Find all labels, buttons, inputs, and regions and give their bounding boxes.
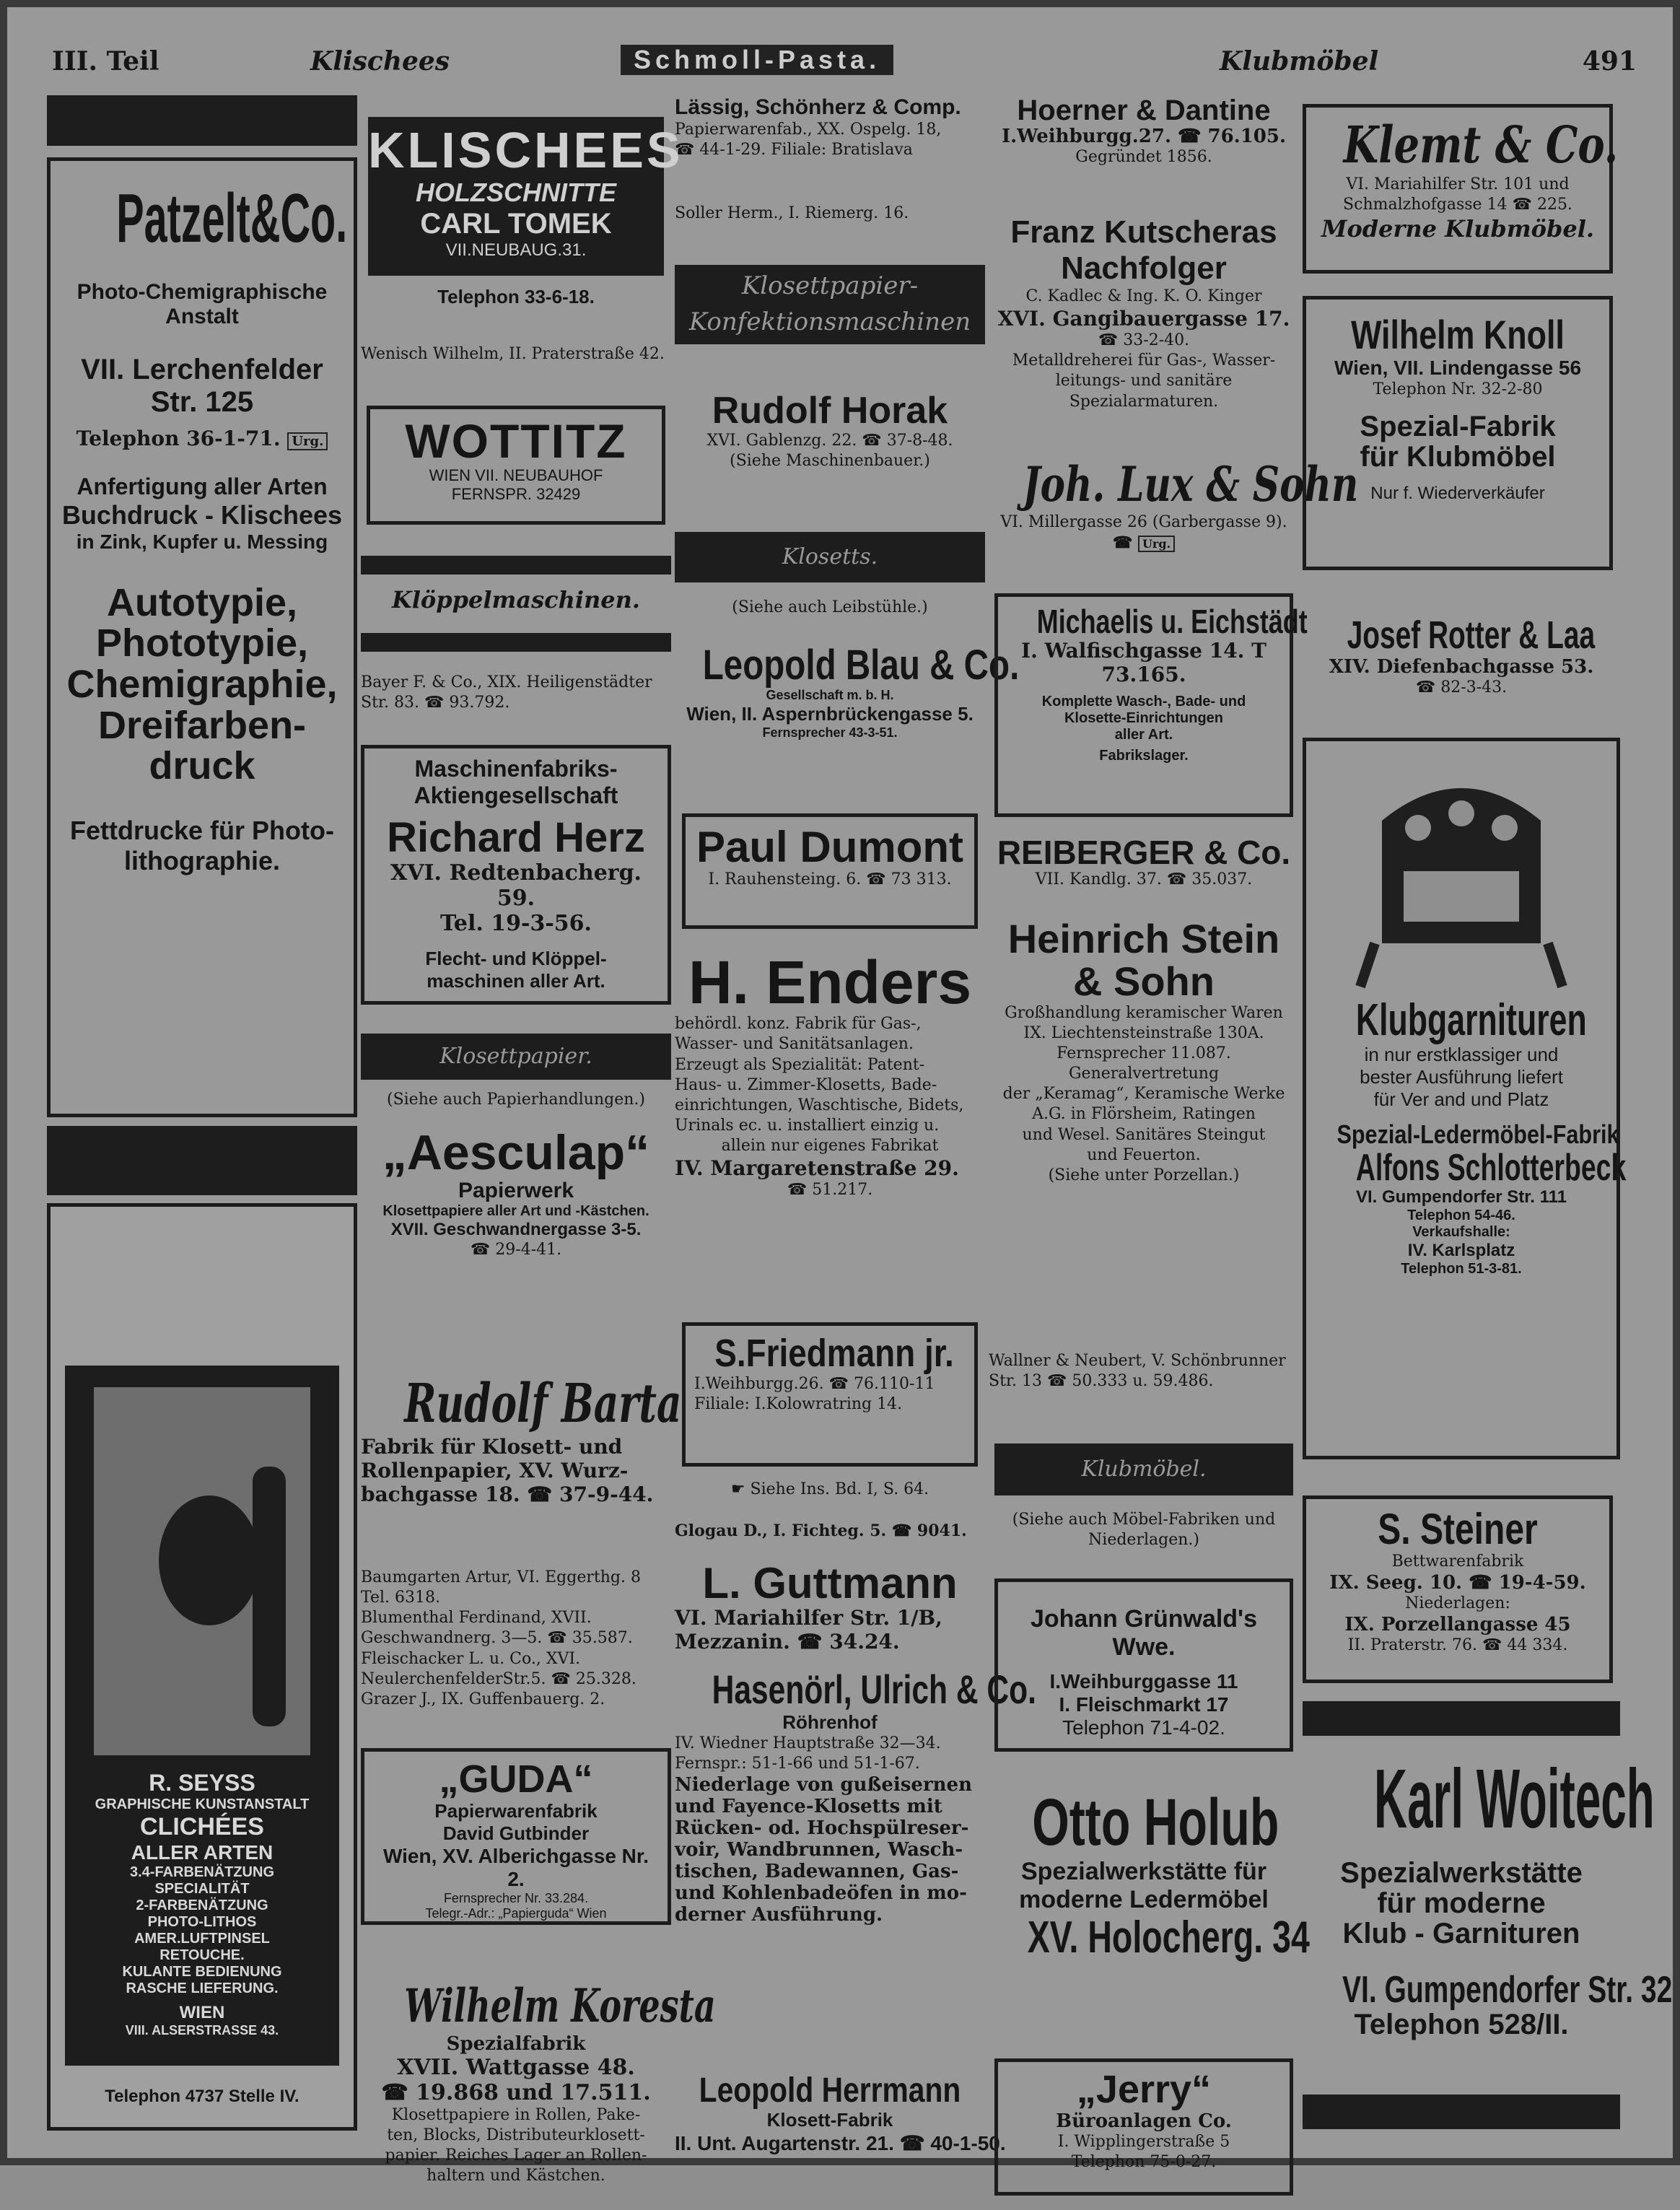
ad-line: Anfertigung aller Arten <box>76 473 328 499</box>
ad-blau <box>675 642 1020 788</box>
black-rule <box>361 556 671 575</box>
listing-entry: Blumenthal Ferdinand, XVII. Geschwandnerg. 3—5. ☎ 35.587. <box>361 1609 633 1648</box>
ad-herz <box>361 745 671 1005</box>
ad-title: Paul Dumont <box>696 823 963 871</box>
ad-address: XVI. Gangibauergasse 17. <box>997 307 1290 331</box>
ad-phone: Fernsprecher 43-3-51. <box>762 725 898 740</box>
ad-line: papier. Reiches Lager an Rollen- <box>385 2146 647 2165</box>
ad-rotter <box>1303 615 1620 694</box>
ad-phone: Fernsprecher 11.087. <box>1056 1044 1231 1062</box>
ad-address: VI. Gumpendorfer Str. 111 <box>1355 1187 1567 1207</box>
ad-guttmann <box>675 1560 985 1669</box>
ad-line: VII.NEUBAUG.31. <box>445 240 587 260</box>
listing-entry: Baumgarten Artur, VI. Eggerthg. 8 Tel. 6318. <box>361 1568 641 1607</box>
ad-hoerner <box>989 95 1299 189</box>
ad-line: Gesellschaft m. b. H. <box>766 687 894 702</box>
ad-title: Karl Woitech <box>1374 1752 1655 1846</box>
ad-reiberger <box>989 835 1299 914</box>
ad-holub <box>989 1786 1310 2026</box>
ad-address: I. Wipplingerstraße 5 <box>1057 2132 1230 2151</box>
ad-line: Bettwarenfabrik <box>1391 1552 1524 1571</box>
black-rule <box>47 95 357 146</box>
ad-title: Otto Holub <box>1032 1786 1279 1859</box>
ad-address: IX. Liechtensteinstraße 130A. <box>1023 1023 1264 1042</box>
listing-entry: Wallner & Neubert, V. Schönbrunner Str. 13 ☎ 50.333 u. 59.486. <box>989 1352 1286 1391</box>
ad-line: Komplette Wasch-, Bade- und <box>1041 694 1246 710</box>
ad-title: Richard Herz <box>387 814 645 861</box>
ad-title: Joh. Lux & Sohn <box>1023 456 1359 512</box>
ad-address: II. Unt. Augartenstr. 21. ☎ 40-1-50. <box>675 2132 1006 2155</box>
listing-laessig <box>675 95 985 189</box>
cross-reference: (Siehe auch Möbel-Fabriken und Niederlagen.) <box>1012 1511 1276 1550</box>
ad-phone: Telephon 75-0-27. <box>1071 2152 1217 2171</box>
ad-line: David Gutbinder <box>442 1822 590 1844</box>
ad-tomek <box>361 117 683 348</box>
ad-line: Rollenpapier, XV. Wurz- <box>361 1459 629 1482</box>
ad-line: voir, Wandbrunnen, Wasch- <box>675 1839 963 1861</box>
section-label: III. Teil <box>52 46 159 77</box>
phone-text: Telephon 36-1-71. <box>76 426 281 450</box>
ad-line: Klosette-Einrichtungen <box>1064 710 1223 727</box>
header-banner-ad: Schmoll-Pasta. <box>621 45 893 75</box>
ad-line: einrichtungen, Waschtische, Bidets, <box>675 1096 964 1114</box>
ad-line: Metalldreherei für Gas-, Wasser- <box>1012 351 1276 370</box>
ad-title: Leopold Blau & Co. <box>702 642 1020 689</box>
ad-title: Rudolf Barta <box>404 1373 682 1435</box>
ad-line: und Kohlenbadeöfen in mo- <box>675 1882 967 1905</box>
ad-line: Moderne Klubmöbel. <box>1321 215 1594 243</box>
pointing-hand-icon: ☛ <box>730 1480 745 1498</box>
ad-line: ALLER ARTEN <box>131 1841 274 1864</box>
ad-address: IV. Margaretenstraße 29. <box>675 1156 959 1181</box>
ad-steiner <box>1303 1495 1613 1683</box>
ad-enders <box>675 948 985 1333</box>
ad-schlotterbeck <box>1303 738 1627 1459</box>
ad-line: Chemigraphie, <box>66 663 338 706</box>
ad-address: Wien, XV. Alberichgasse Nr. 2. <box>382 1844 649 1890</box>
section-bar: Klosetts. <box>675 532 985 582</box>
ad-address: XVII. Geschwandnergasse 3-5. <box>390 1220 642 1240</box>
ad-line: leitungs- und sanitäre <box>1055 372 1233 390</box>
ad-line: Niederlage von gußeisernen <box>675 1774 972 1796</box>
ad-line: Klosettpapiere in Rollen, Pake- <box>391 2106 641 2124</box>
ad-address: XVI. Redtenbacherg. 59. <box>390 860 642 911</box>
ad-line: maschinen aller Art. <box>426 969 605 992</box>
listing-entry: Glogau D., I. Fichteg. 5. ☎ 9041. <box>675 1521 967 1540</box>
ad-title: Klubgarnituren <box>1355 995 1587 1045</box>
ad-seyss-panel <box>65 1366 339 2066</box>
ad-address: XVI. Gablenzg. 22. ☎ 37-8-48. <box>706 431 953 450</box>
ad-title: REIBERGER & Co. <box>997 834 1291 871</box>
ad-line: KULANTE BEDIENUNG <box>122 1964 282 1980</box>
ad-line: Rücken- od. Hochspülreser- <box>675 1817 969 1840</box>
section-bar: Klosettpapier. <box>361 1034 671 1080</box>
ad-line: Haus- u. Zimmer-Klosetts, Bade- <box>675 1075 937 1094</box>
ad-line: behördl. konz. Fabrik für Gas-, <box>675 1015 922 1034</box>
ad-line: Wasser- und Sanitätsanlagen. <box>675 1035 914 1054</box>
ad-koresta <box>361 1979 716 2210</box>
listing-entry: Bayer F. & Co., XIX. Heiligenstädter Str. 83. ☎ 93.792. <box>361 673 652 712</box>
listing-entry: Grazer J., IX. Guffenbauerg. 2. <box>361 1690 605 1708</box>
ad-address: XVII. Wattgasse 48. <box>397 2055 635 2080</box>
listing-entry: Fleischacker L. u. Co., XVI. NeulerchenfelderStr.5. ☎ 25.328. <box>361 1649 636 1688</box>
category-right: Klubmöbel <box>1220 46 1379 77</box>
ad-line: Spezial-Fabrik <box>1360 410 1556 442</box>
listing-entry: Soller Herm., I. Riemerg. 16. <box>675 204 909 222</box>
ad-phone: ☎ 19.868 und 17.511. <box>381 2080 651 2105</box>
ad-line: Gegründet 1856. <box>1075 148 1212 166</box>
ad-title: L. Guttmann <box>702 1559 958 1607</box>
ad-line: HOLZSCHNITTE <box>416 177 616 207</box>
ad-title: „Aesculap“ <box>382 1125 650 1180</box>
ad-line: Dreifarben- <box>97 703 307 747</box>
ad-line: A.G. in Flörsheim, Ratingen <box>1032 1105 1256 1124</box>
ad-title: S.Friedmann jr. <box>714 1332 954 1375</box>
ad-wottitz <box>367 406 665 525</box>
ad-horak <box>675 391 985 499</box>
listing-group <box>361 1568 671 1748</box>
ad-patzelt <box>47 157 357 1117</box>
section-bar <box>675 265 985 344</box>
ad-phone: Telephon 51-3-81. <box>1401 1261 1522 1277</box>
black-rule <box>47 1126 357 1195</box>
ad-phone: Fernspr.: 51-1-66 und 51-1-67. <box>675 1754 920 1773</box>
ad-title: Nachfolger <box>1061 250 1227 286</box>
ad-line: Klosettpapiere aller Art und -Kästchen. <box>382 1203 649 1220</box>
ad-phone: Telephon 33-6-18. <box>437 286 595 307</box>
cross-reference: (Siehe unter Porzellan.) <box>1048 1166 1240 1184</box>
ad-title: Josef Rotter & Laa <box>1347 613 1596 657</box>
ad-stein <box>989 918 1299 1322</box>
ad-line: Filiale: I.Kolowratring 14. <box>694 1394 903 1413</box>
cross-reference: (Siehe auch Papierhandlungen.) <box>386 1091 645 1109</box>
ad-hasenoerl <box>675 1667 1036 2044</box>
ad-line: Papierwarenfab., XX. Ospelg. 18, <box>675 121 942 139</box>
ad-phone <box>989 533 1299 553</box>
ad-title: Wilhelm Knoll <box>1351 312 1565 357</box>
ad-line: AMER.LUFTPINSEL <box>134 1931 270 1947</box>
ad-line: und Feuerton. <box>1087 1145 1201 1164</box>
ad-title: & Sohn <box>1073 958 1215 1004</box>
engraving-illustration <box>94 1387 310 1755</box>
ad-address: Schmalzhofgasse 14 ☎ 225. <box>1343 196 1572 214</box>
press-shape <box>159 1495 260 1625</box>
ad-line: CARL TOMEK <box>420 207 612 240</box>
ad-line: in nur erstklassiger und <box>1364 1044 1559 1066</box>
ad-phone: Telephon Nr. 32-2-80 <box>1373 380 1543 398</box>
ad-line: Flecht- und Klöppel- <box>425 947 607 969</box>
cross-reference-text: Siehe Ins. Bd. I, S. 64. <box>750 1480 929 1498</box>
ad-address: VII. Lerchenfelder Str. 125 <box>81 353 323 418</box>
ad-line: und Wesel. Sanitäres Steingut <box>1022 1125 1266 1144</box>
armchair-illustration <box>1353 763 1570 994</box>
ad-line: Maschinenfabriks- <box>414 756 618 782</box>
section-bar-line: Konfektionsmaschinen <box>688 307 971 336</box>
ad-title: Klemt & Co. <box>1343 115 1619 175</box>
ad-line: Klub - Garnituren <box>1342 1917 1580 1949</box>
section-bar-line: Klosettpapier- <box>741 271 919 300</box>
ad-line: Alfons Schlotterbeck <box>1355 1146 1627 1189</box>
ad-line: Autotypie, <box>107 580 297 624</box>
ad-line: Spezial-Ledermöbel-Fabrik <box>1336 1119 1619 1150</box>
ad-line: PHOTO-LITHOS <box>147 1914 257 1930</box>
ad-line: Büroanlagen Co. <box>1056 2110 1232 2132</box>
ad-title: S. Steiner <box>1378 1505 1538 1553</box>
listing-entry: Wenisch Wilhelm, II. Praterstraße 42. <box>361 345 665 363</box>
ad-address: I. Rauhensteing. 6. ☎ 73 313. <box>708 870 952 888</box>
ad-line: Röhrenhof <box>782 1711 878 1733</box>
ad-line: RETOUCHE. <box>159 1947 245 1963</box>
ad-address: IV. Wiedner Hauptstraße 32—34. <box>675 1734 941 1752</box>
ad-line: Spezialfabrik <box>446 2033 586 2055</box>
ad-line: CLICHÉES <box>140 1813 264 1840</box>
ad-line: moderne Ledermöbel <box>1019 1885 1269 1913</box>
ad-line: Erzeugt als Spezialität: Patent- <box>675 1055 925 1074</box>
ad-line: für Klubmöbel <box>1360 440 1556 473</box>
ad-title: Johann Grünwald's Wwe. <box>1030 1605 1258 1661</box>
ad-line: bachgasse 18. ☎ 37-9-44. <box>361 1482 654 1506</box>
ad-line: haltern und Kästchen. <box>426 2167 605 2185</box>
ad-woitech <box>1303 1752 1673 2044</box>
ad-line: Urinals ec. u. installiert einzig u. <box>675 1116 940 1135</box>
figure-shape <box>253 1467 286 1726</box>
ad-line: tischen, Badewannen, Gas- <box>675 1861 959 1883</box>
ad-address: XV. Holocherg. 34 <box>1027 1912 1310 1962</box>
ad-line: Aktiengesellschaft <box>414 782 618 808</box>
ad-line: 3.4-FARBENÄTZUNG <box>129 1864 274 1880</box>
ad-line: WIEN <box>179 2003 225 2022</box>
ad-line: Papierwerk <box>458 1179 574 1203</box>
phone-icon: ☎ <box>1112 533 1133 553</box>
ad-line: ten, Blocks, Distributeurklosett- <box>387 2126 645 2145</box>
ad-line: GRAPHISCHE KUNSTANSTALT <box>95 1796 310 1812</box>
ad-jerry <box>994 2058 1293 2196</box>
ad-address: I.Weihburgg.26. ☎ 76.110-11 <box>694 1374 935 1393</box>
ad-address: WIEN VII. NEUBAUHOF <box>429 466 603 485</box>
ad-line: der „Keramag“, Keramische Werke <box>1002 1085 1285 1104</box>
ad-title: Lässig, Schönherz & Comp. <box>675 95 961 119</box>
ad-address: VI. Millergasse 26 (Garbergasse 9). <box>1000 513 1287 531</box>
ad-line: Papierwarenfabrik <box>434 1799 598 1822</box>
ad-address: Wien, II. Aspernbrückengasse 5. <box>686 702 974 725</box>
ad-address: VII. Kandlg. 37. ☎ 35.037. <box>1035 870 1253 889</box>
ad-lux <box>989 456 1359 572</box>
ad-title: Rudolf Horak <box>712 390 948 432</box>
ad-title: Heinrich Stein <box>1007 916 1280 961</box>
ad-phone: FERNSPR. 32429 <box>451 485 581 504</box>
ad-line: Generalvertretung <box>1068 1065 1220 1083</box>
ad-address: IX. Seeg. 10. ☎ 19-4-59. <box>1329 1572 1586 1594</box>
ad-address: I. Fleischmarkt 17 <box>1059 1693 1229 1716</box>
ad-line: allein nur eigenes Fabrikat <box>721 1137 939 1156</box>
ad-address: IX. Porzellangasse 45 <box>1344 1614 1571 1636</box>
ad-title: WOTTITZ <box>405 414 627 468</box>
ad-title: Michaelis u. Eichstädt <box>1036 603 1308 640</box>
ad-phone: Telephon 528/II. <box>1354 2009 1569 2041</box>
ad-address: XIV. Diefenbachgasse 53. <box>1329 655 1594 678</box>
ad-title: Patzelt&Co. <box>116 180 348 257</box>
ad-tomek-panel <box>368 117 683 276</box>
ad-klemt <box>1303 104 1619 274</box>
ad-line: Fabrikslager. <box>1099 748 1189 764</box>
ad-phone: Telephon 54-46. <box>1407 1207 1515 1224</box>
ad-line: R. SEYSS <box>149 1770 255 1796</box>
ad-line: Klosett-Fabrik <box>766 2109 893 2131</box>
ad-address: VI. Mariahilfer Str. 101 und <box>1346 175 1570 193</box>
ad-seyss <box>47 1203 357 2131</box>
ad-line: Spezialwerkstätte <box>1340 1856 1583 1889</box>
ad-gruenwald <box>994 1578 1293 1752</box>
black-rule <box>1303 2095 1620 2129</box>
cross-reference: (Siehe Maschinenbauer.) <box>730 451 930 470</box>
ad-line: für moderne <box>1377 1887 1546 1919</box>
ad-title: Wilhelm Koresta <box>404 1979 716 2033</box>
badge: Urg. <box>1138 536 1175 552</box>
ad-address: II. Praterstr. 76. ☎ 44 334. <box>1347 1636 1568 1655</box>
section-bar: Klubmöbel. <box>994 1444 1293 1495</box>
ad-herrmann <box>675 2071 1006 2196</box>
ad-line: VIII. ALSERSTRASSE 43. <box>125 2023 279 2038</box>
ad-line: Spezialarmaturen. <box>1069 392 1219 411</box>
ad-subtitle: Photo-Chemigraphische Anstalt <box>76 279 328 328</box>
ad-friedmann <box>682 1322 978 1467</box>
ad-line: SPECIALITÄT <box>154 1881 250 1897</box>
ad-dumont <box>682 813 978 929</box>
ad-line: lithographie. <box>124 846 280 876</box>
ad-line: Fabrik für Klosett- und <box>361 1435 623 1459</box>
ad-line: Spezialwerkstätte für <box>1020 1857 1267 1885</box>
ad-line: ☎ 44-1-29. Filiale: Bratislava <box>675 141 913 160</box>
ad-address: VI. Mariahilfer Str. 1/B, <box>675 1606 942 1630</box>
ad-guda <box>361 1748 671 1925</box>
ad-title: Hasenörl, Ulrich & Co. <box>712 1667 1036 1712</box>
ad-address: I.Weihburggasse 11 <box>1049 1670 1238 1693</box>
ad-line: Buchdruck - Klischees <box>61 499 343 530</box>
category-left: Klischees <box>310 46 450 77</box>
ad-line: Phototypie, <box>96 621 308 665</box>
ad-phone: ☎ 51.217. <box>787 1181 873 1200</box>
ad-line: druck <box>149 744 255 788</box>
ad-line: C. Kadlec & Ing. K. O. Kinger <box>1025 287 1262 305</box>
black-rule <box>1303 1701 1620 1736</box>
ad-line: derner Ausführung. <box>675 1904 883 1926</box>
ad-title: „GUDA“ <box>439 1757 593 1801</box>
ad-line: in Zink, Kupfer u. Messing <box>76 530 328 553</box>
ad-line: aller Art. <box>1114 727 1173 743</box>
page-header <box>36 42 1644 85</box>
ad-aesculap <box>361 1127 671 1344</box>
ad-barta <box>361 1373 682 1560</box>
ad-title: „Jerry“ <box>1076 2068 1212 2111</box>
ad-phone: Tel. 19-3-56. <box>440 910 592 936</box>
ad-line: und Fayence-Klosetts mit <box>675 1796 942 1818</box>
page-number: 491 <box>1582 46 1637 77</box>
ad-title: KLISCHEES <box>368 122 683 178</box>
cross-reference <box>675 1480 985 1506</box>
ad-phone: Telephon 71-4-02. <box>1062 1716 1225 1739</box>
ad-line: 2-FARBENÄTZUNG <box>136 1897 268 1913</box>
ad-phone: Fernsprecher Nr. 33.284. <box>443 1890 589 1905</box>
ad-address: I.Weihburgg.27. ☎ 76.105. <box>1001 126 1287 147</box>
ad-line: bester Ausführung liefert <box>1360 1066 1563 1088</box>
ad-michaelis <box>994 593 1308 817</box>
ad-knoll <box>1303 296 1613 570</box>
ad-address: IV. Karlsplatz <box>1407 1241 1515 1261</box>
ad-title: Franz Kutscheras <box>1010 214 1277 250</box>
ad-phone <box>59 426 345 452</box>
ad-seyss-text <box>65 1770 339 2038</box>
ad-phone: ☎ 29-4-41. <box>470 1241 562 1259</box>
ad-line: für Ver and und Platz <box>1373 1088 1549 1111</box>
ad-phone: Mezzanin. ☎ 34.24. <box>675 1630 900 1654</box>
ad-address: VI. Gumpendorfer Str. 32 <box>1342 1968 1673 2011</box>
ad-line: Großhandlung keramischer Waren <box>1005 1003 1283 1022</box>
badge: Urg. <box>287 432 328 450</box>
ad-phone: ☎ 33-2-40. <box>1098 331 1190 350</box>
ad-title: Hoerner & Dantine <box>1017 95 1271 126</box>
ad-line: Telegr.-Adr.: „Papierguda“ Wien <box>425 1905 607 1921</box>
ad-title: Leopold Herrmann <box>699 2071 961 2110</box>
ad-line: Verkaufshalle: <box>1412 1224 1510 1241</box>
section-heading: Klöppelmaschinen. <box>391 586 641 613</box>
ad-line: RASCHE LIEFERUNG. <box>126 1980 279 1996</box>
ad-address: I. Walfischgasse 14. T 73.165. <box>1020 639 1267 687</box>
ad-title: H. Enders <box>688 948 972 1016</box>
black-rule <box>361 633 671 652</box>
ad-phone: Telephon 4737 Stelle IV. <box>105 2087 299 2106</box>
ad-address: Wien, VII. Lindengasse 56 <box>1334 356 1582 379</box>
ad-phone: ☎ 82-3-43. <box>1415 678 1508 696</box>
ad-line: Niederlagen: <box>1405 1594 1510 1613</box>
ad-line: Fettdrucke für Photo- <box>70 816 334 846</box>
cross-reference: (Siehe auch Leibstühle.) <box>732 598 928 616</box>
ad-line: Nur f. Wiederverkäufer <box>1370 483 1545 503</box>
